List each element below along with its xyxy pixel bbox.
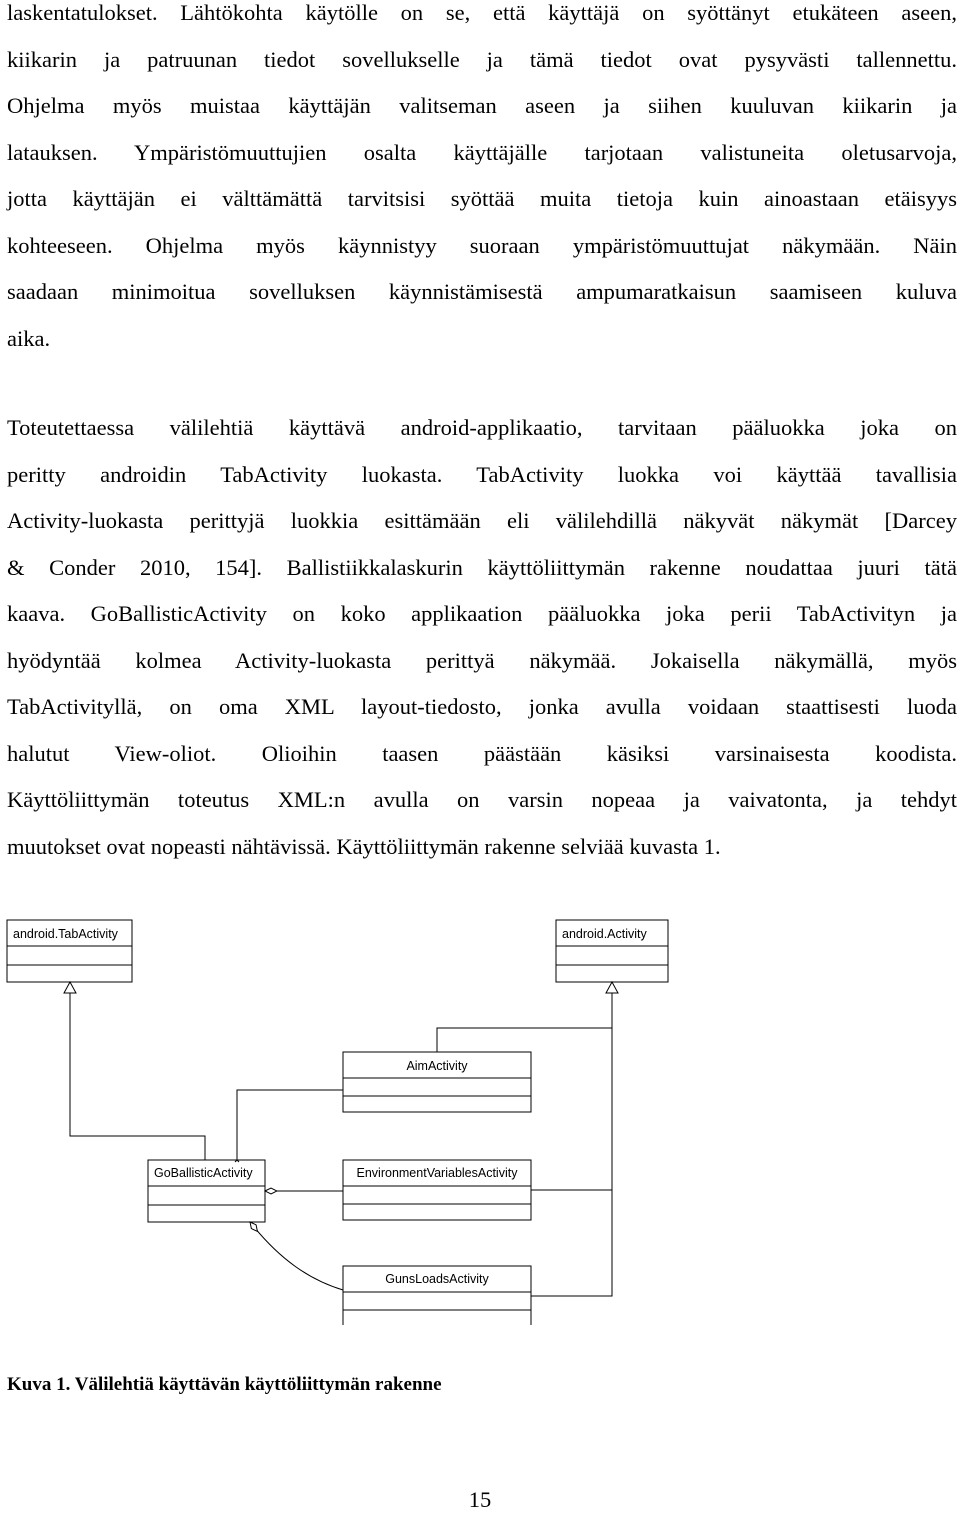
class-name-environment-variables-activity: EnvironmentVariablesActivity [356,1166,518,1180]
inheritance-arrows-activity [437,982,618,1296]
paragraph-line: & Conder 2010, 154]. Ballistiikkalaskurin käyttöliittymän rakenne noudattaa juuri tätä [7,554,957,580]
class-diagram [0,905,960,1325]
inheritance-arrow-tab-activity [64,982,205,1160]
paragraph-line: muutokset ovat nopeasti nähtävissä. Käyttöliittymän rakenne selviää kuvasta 1. [7,833,721,859]
paragraph-line: Activity-luokasta perittyjä luokkia esittämään eli välilehdillä näkyvät näkymät [Darcey [7,508,957,533]
figure-caption: Kuva 1. Välilehtiä käyttävän käyttöliittymän rakenne [7,1374,442,1395]
paragraph-2 [7,405,957,870]
paragraph-line: halutut View-oliot. Olioihin taasen päästään käsiksi varsinaisesta koodista. [7,740,957,766]
paragraph-line: Käyttöliittymän toteutus XML:n avulla on varsin nopeaa ja vaivatonta, ja tehdyt [7,787,957,812]
paragraph-line: laskentatulokset. Lähtökohta käytölle on se, että käyttäjä on syöttänyt etukäteen aseen, [7,0,957,25]
paragraph-line: aika. [7,325,51,351]
paragraph-1 [7,0,957,362]
class-box-aim-activity [343,1052,531,1112]
paragraph-line: Toteutettaessa välilehtiä käyttävä android-applikaatio, tarvitaan pääluokka joka on [7,415,957,440]
paragraph-line: kiikarin ja patruunan tiedot sovellukselle ja tämä tiedot ovat pysyvästi tallennettu. [7,46,957,72]
paragraph-line: Ohjelma myös muistaa käyttäjän valitseman aseen ja siihen kuuluvan kiikarin ja [7,93,957,118]
class-name-tab-activity: android.TabActivity [13,927,118,941]
paragraph-line: kohteeseen. Ohjelma myös käynnistyy suoraan ympäristömuuttujat näkymään. Näin [7,232,957,258]
class-box-environment-variables-activity [343,1160,531,1220]
class-name-aim-activity: AimActivity [406,1059,468,1073]
paragraph-line: kaava. GoBallisticActivity on koko applikaation pääluokka joka perii TabActivityn ja [7,601,957,626]
class-box-tab-activity [7,920,132,982]
paragraph-line: hyödyntää kolmea Activity-luokasta perittyä näkymää. Jokaisella näkymällä, myös [7,647,957,673]
page-number: 15 [468,1487,492,1512]
paragraph-line: jotta käyttäjän ei välttämättä tarvitsisi syöttää muita tietoja kuin ainoastaan etäisyys [7,186,957,211]
paragraph-line: saadaan minimoitua sovelluksen käynnistämisestä ampumaratkaisun saamiseen kuluva [7,279,957,304]
class-name-activity: android.Activity [562,927,647,941]
class-name-guns-loads-activity: GunsLoadsActivity [385,1272,489,1286]
class-box-guns-loads-activity [343,1266,531,1325]
class-box-go-ballistic-activity [148,1160,265,1222]
paragraph-line: latauksen. Ympäristömuuttujien osalta käyttäjälle tarjotaan valistuneita oletusarvoja, [7,139,957,165]
class-box-activity [556,920,668,982]
class-name-go-ballistic-activity: GoBallisticActivity [154,1166,253,1180]
paragraph-line: peritty androidin TabActivity luokasta. TabActivity luokka voi käyttää tavallisia [7,461,957,487]
paragraph-line: TabActivityllä, on oma XML layout-tiedosto, jonka avulla voidaan staattisesti luoda [7,694,957,719]
